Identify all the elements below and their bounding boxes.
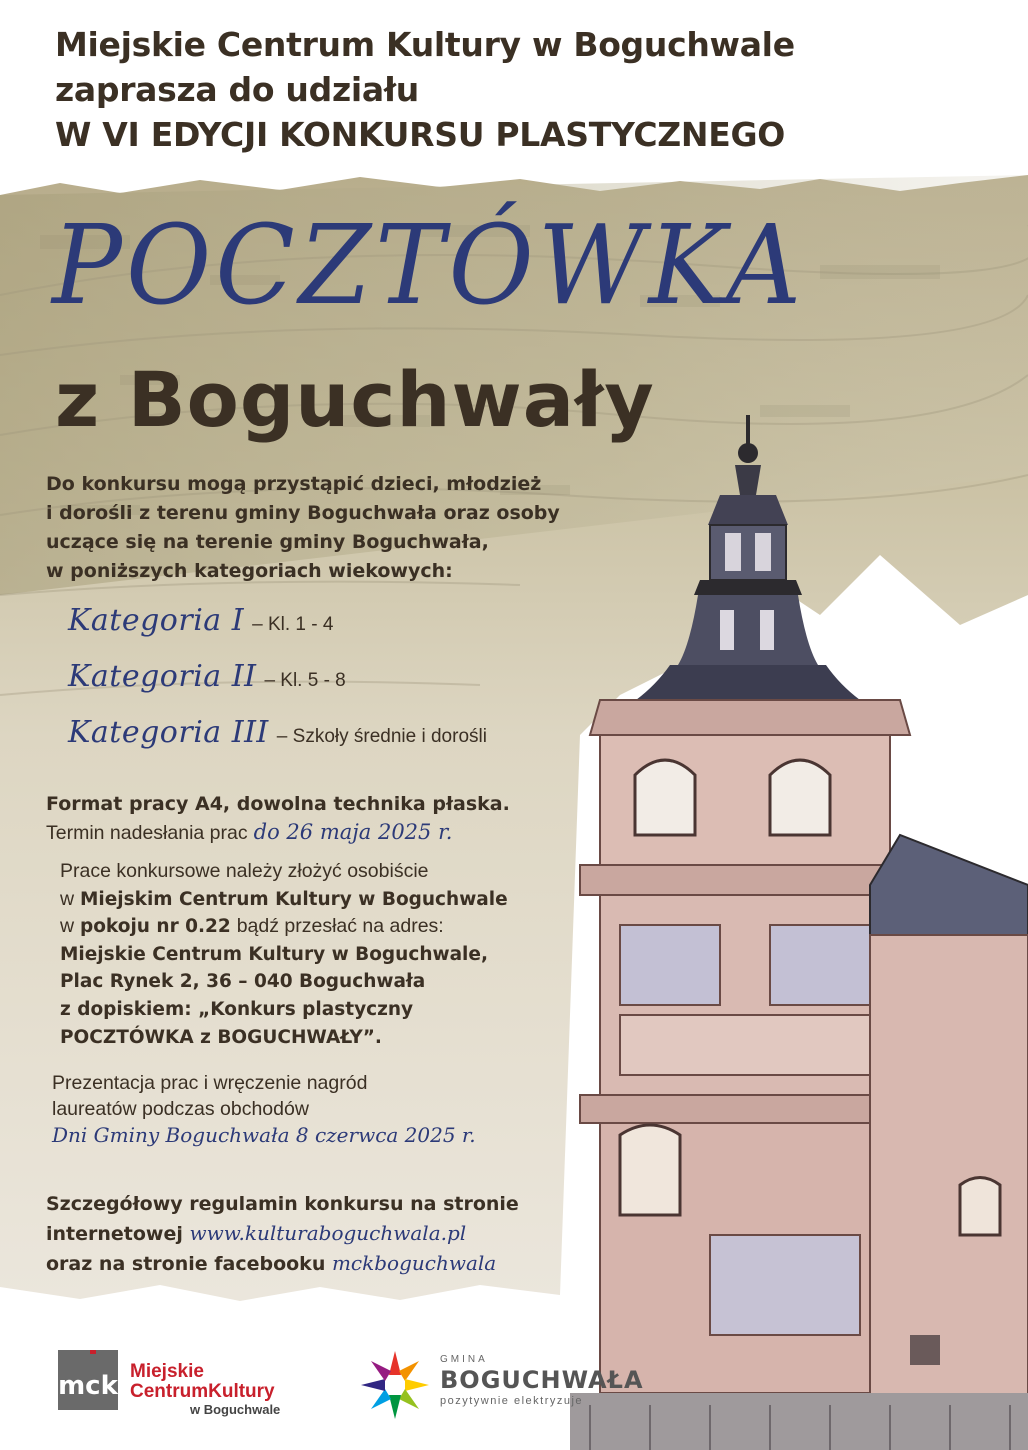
- category-name: Kategoria I: [68, 603, 245, 638]
- format-line: Format pracy A4, dowolna technika płaska.: [46, 793, 510, 815]
- presentation-line-3: Dni Gminy Boguchwała 8 czerwca 2025 r.: [52, 1123, 476, 1147]
- format-info: [46, 790, 510, 847]
- title-main: POCZTÓWKA: [52, 200, 806, 330]
- facebook-link[interactable]: mckboguchwala: [331, 1251, 497, 1275]
- intro-line-4: w poniższych kategoriach wiekowych:: [46, 560, 453, 582]
- mck-logo-text: [130, 1362, 280, 1417]
- address-line-7: POCZTÓWKA z BOGUCHWAŁY”.: [60, 1026, 382, 1048]
- church-illustration: [570, 415, 1028, 1450]
- address-line-2-pre: w: [60, 887, 75, 910]
- regulations-line-3-pre: oraz na stronie facebooku: [46, 1253, 326, 1275]
- category-name: Kategoria II: [68, 659, 257, 694]
- address-line-4: Miejskie Centrum Kultury w Boguchwale,: [60, 943, 488, 965]
- mck-logo-icon: [58, 1350, 118, 1410]
- category-3: [68, 715, 628, 771]
- gmina-line-1: GMINA: [440, 1354, 488, 1365]
- mck-line-1: Miejskie: [130, 1361, 204, 1382]
- gmina-logo: [360, 1346, 644, 1426]
- address-line-3-bold: pokoju nr 0.22: [79, 916, 231, 938]
- header: [55, 22, 985, 157]
- address-line-2-bold: Miejskim Centrum Kultury w Boguchwale: [79, 888, 508, 910]
- mck-box-text: mck: [58, 1371, 118, 1401]
- address-line-5: Plac Rynek 2, 36 – 040 Boguchwała: [60, 971, 426, 993]
- regulations-line-1: Szczegółowy regulamin konkursu na stronie: [46, 1193, 519, 1215]
- intro-text: [46, 470, 626, 586]
- website-link[interactable]: www.kulturaboguchwala.pl: [189, 1221, 467, 1245]
- intro-line-1: Do konkursu mogą przystąpić dzieci, młodzież: [46, 473, 542, 495]
- intro-line-3: uczące się na terenie gminy Boguchwała,: [46, 531, 489, 553]
- mck-line-2: CentrumKultury: [130, 1381, 275, 1402]
- gmina-logo-text: [440, 1354, 644, 1407]
- gmina-line-3: pozytywnie elektryzuje: [440, 1395, 584, 1407]
- category-range: – Szkoły średnie i dorośli: [276, 726, 487, 747]
- header-line-2: zaprasza do udziału: [55, 70, 419, 109]
- category-name: Kategoria III: [68, 715, 269, 750]
- presentation-info: [52, 1070, 476, 1148]
- gmina-line-2: BOGUCHWAŁA: [440, 1366, 644, 1394]
- category-2: [68, 659, 628, 715]
- presentation-line-1: Prezentacja prac i wręczenie nagród: [52, 1072, 368, 1094]
- category-list: [68, 603, 628, 771]
- submission-address: [60, 858, 560, 1051]
- address-line-6: z dopiskiem: „Konkurs plastyczny: [60, 998, 414, 1020]
- category-1: [68, 603, 628, 659]
- regulations-info: [46, 1190, 519, 1279]
- presentation-line-2: laureatów podczas obchodów: [52, 1098, 309, 1120]
- header-line-1: Miejskie Centrum Kultury w Boguchwale: [55, 25, 795, 64]
- title-sub: z Boguchwały: [55, 355, 655, 444]
- header-line-3: W VI EDYCJI KONKURSU PLASTYCZNEGO: [55, 115, 786, 154]
- regulations-line-2-pre: internetowej: [46, 1223, 183, 1245]
- category-range: – Kl. 5 - 8: [264, 670, 346, 691]
- address-line-3-post: bądź przesłać na adres:: [236, 915, 444, 938]
- deadline-date: do 26 maja 2025 r.: [253, 820, 453, 844]
- mck-line-3: w Boguchwale: [190, 1402, 281, 1417]
- category-range: – Kl. 1 - 4: [252, 614, 334, 635]
- address-line-1: Prace konkursowe należy złożyć osobiście: [60, 860, 429, 882]
- intro-line-2: i dorośli z terenu gminy Boguchwała oraz osoby: [46, 502, 560, 524]
- address-line-3-pre: w: [60, 915, 75, 938]
- deadline-label: Termin nadesłania prac: [46, 822, 248, 844]
- gmina-star-icon: [360, 1350, 430, 1420]
- mck-logo: [58, 1336, 338, 1416]
